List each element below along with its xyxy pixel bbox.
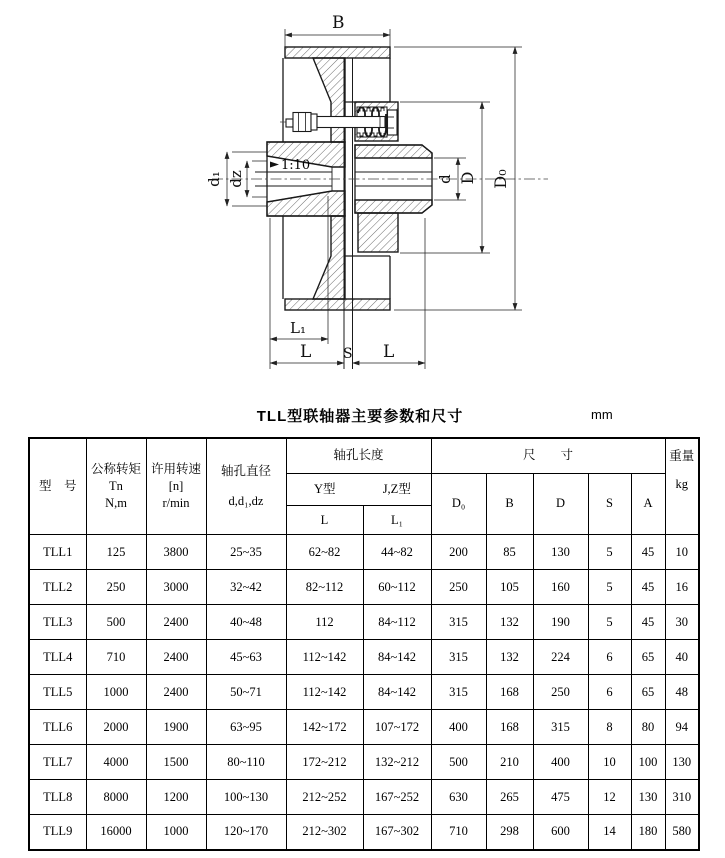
table-cell: 132 <box>486 640 533 675</box>
taper-arrow-icon <box>270 162 279 168</box>
table-cell: 132~212 <box>363 745 431 780</box>
table-row <box>29 745 699 780</box>
bolt-shaft <box>317 117 385 128</box>
table-cell: 112 <box>286 605 363 640</box>
table-cell: 5 <box>588 605 631 640</box>
table-cell: 130 <box>665 745 699 780</box>
wheel-upper-web <box>313 58 345 142</box>
table-cell: 107~172 <box>363 710 431 745</box>
dim-label-D0: D₀ <box>491 169 510 189</box>
table-cell: 710 <box>86 640 146 675</box>
table-cell: 315 <box>533 710 588 745</box>
table-cell: 14 <box>588 815 631 850</box>
table-cell: 125 <box>86 535 146 570</box>
dim-label-L-left: L <box>300 342 312 362</box>
taper-label: 1:10 <box>281 158 311 173</box>
table-cell: 45 <box>631 570 665 605</box>
table-cell: 142~172 <box>286 710 363 745</box>
table-cell: 63~95 <box>206 710 286 745</box>
header-bore-diameter <box>206 438 286 535</box>
parameter-table <box>28 437 700 851</box>
table-cell: TLL7 <box>29 745 86 780</box>
header-torque-symbol: Tn <box>109 479 123 494</box>
table-cell: 190 <box>533 605 588 640</box>
table-cell: 160 <box>533 570 588 605</box>
table-cell: 167~252 <box>363 780 431 815</box>
wheel-bottom-rim <box>285 299 390 310</box>
table-cell: 48 <box>665 675 699 710</box>
table-cell: 6 <box>588 675 631 710</box>
header-torque <box>86 438 146 535</box>
table-cell: 62~82 <box>286 535 363 570</box>
table-cell: 315 <box>431 640 486 675</box>
table-cell: 172~212 <box>286 745 363 780</box>
table-cell: 500 <box>431 745 486 780</box>
bolt-washer <box>311 114 317 130</box>
table-cell: 32~42 <box>206 570 286 605</box>
table-cell: 8 <box>588 710 631 745</box>
table-cell: TLL1 <box>29 535 86 570</box>
technical-drawing <box>0 0 725 402</box>
table-cell: 167~302 <box>363 815 431 850</box>
unit-label: mm <box>591 407 613 422</box>
header-bore-length: 轴孔长度 <box>286 438 431 473</box>
table-cell: 25~35 <box>206 535 286 570</box>
right-hub-upper-wall <box>355 145 432 158</box>
table-cell: 310 <box>665 780 699 815</box>
table-row <box>29 570 699 605</box>
table-cell: TLL8 <box>29 780 86 815</box>
table-cell: 580 <box>665 815 699 850</box>
header-col-D: D <box>533 473 588 535</box>
header-speed-symbol: [n] <box>168 479 184 494</box>
table-cell: 50~71 <box>206 675 286 710</box>
table-cell: 100 <box>631 745 665 780</box>
table-cell: 16 <box>665 570 699 605</box>
header-bore-diameter-symbols: d,d₁,dz <box>228 494 264 508</box>
table-cell: 315 <box>431 605 486 640</box>
header-model: 型 号 <box>29 438 86 535</box>
dim-label-L1: L₁ <box>290 319 306 337</box>
table-cell: 212~302 <box>286 815 363 850</box>
table-cell: TLL5 <box>29 675 86 710</box>
table-cell: 105 <box>486 570 533 605</box>
header-y-type: Y型 <box>286 473 363 506</box>
table-cell: 1200 <box>146 780 206 815</box>
header-weight-cn: 重量 <box>669 449 695 463</box>
table-cell: TLL2 <box>29 570 86 605</box>
table-cell: 65 <box>631 675 665 710</box>
table-cell: 5 <box>588 535 631 570</box>
table-cell: 120~170 <box>206 815 286 850</box>
table-cell: 315 <box>431 675 486 710</box>
table-cell: 132 <box>486 605 533 640</box>
header-dimensions: 尺 寸 <box>431 438 665 473</box>
table-cell: 82~112 <box>286 570 363 605</box>
table-cell: 100~130 <box>206 780 286 815</box>
table-cell: 250 <box>431 570 486 605</box>
table-cell: 400 <box>431 710 486 745</box>
table-row <box>29 675 699 710</box>
table-cell: 5 <box>588 570 631 605</box>
right-hub-lower-wall <box>355 200 432 213</box>
header-speed <box>146 438 206 535</box>
table-cell: TLL6 <box>29 710 86 745</box>
table-cell: 84~112 <box>363 605 431 640</box>
table-cell: 60~112 <box>363 570 431 605</box>
table-cell: 1500 <box>146 745 206 780</box>
header-speed-cn: 许用转速 <box>150 462 201 477</box>
table-cell: 265 <box>486 780 533 815</box>
wheel-lower-web <box>313 216 345 299</box>
dim-label-D: D <box>458 171 477 185</box>
table-cell: 212~252 <box>286 780 363 815</box>
header-col-A: A <box>631 473 665 535</box>
wheel-top-rim <box>285 47 390 58</box>
table-cell: 80 <box>631 710 665 745</box>
table-cell: 40 <box>665 640 699 675</box>
table-cell: 2400 <box>146 675 206 710</box>
table-body <box>29 535 699 850</box>
table-row <box>29 535 699 570</box>
table-cell: 1900 <box>146 710 206 745</box>
header-jz-type: J,Z型 <box>363 473 431 506</box>
table-cell: 600 <box>533 815 588 850</box>
header-weight-unit: kg <box>675 476 689 491</box>
wheel-section <box>267 47 432 310</box>
table-cell: 630 <box>431 780 486 815</box>
table-cell: 2000 <box>86 710 146 745</box>
bolt-hex-head <box>293 113 311 132</box>
table-cell: 4000 <box>86 745 146 780</box>
table-cell: 168 <box>486 675 533 710</box>
left-hub-lower-wall <box>267 191 345 216</box>
table-cell: 10 <box>665 535 699 570</box>
table-cell: 2400 <box>146 640 206 675</box>
table-cell: 45 <box>631 605 665 640</box>
dim-label-d: d <box>436 174 454 184</box>
table-cell: 180 <box>631 815 665 850</box>
table-cell: 6 <box>588 640 631 675</box>
table-cell: 130 <box>533 535 588 570</box>
dim-label-B: B <box>332 13 345 33</box>
table-cell: 65 <box>631 640 665 675</box>
table-cell: 84~142 <box>363 640 431 675</box>
table-cell: 168 <box>486 710 533 745</box>
header-torque-unit: N,m <box>105 495 127 510</box>
table-cell: 210 <box>486 745 533 780</box>
header-torque-cn: 公称转矩 <box>90 462 141 477</box>
table-cell: 3800 <box>146 535 206 570</box>
table-row <box>29 815 699 850</box>
table-cell: 250 <box>533 675 588 710</box>
table-cell: 1000 <box>146 815 206 850</box>
table-cell: 85 <box>486 535 533 570</box>
table-cell: 500 <box>86 605 146 640</box>
table-cell: 30 <box>665 605 699 640</box>
table-cell: 16000 <box>86 815 146 850</box>
table-cell: 40~48 <box>206 605 286 640</box>
table-cell: 298 <box>486 815 533 850</box>
header-speed-unit: r/min <box>162 495 190 510</box>
right-lower-flange <box>358 213 398 252</box>
header-col-L: L <box>286 506 363 535</box>
dim-label-dz: dz <box>227 170 245 188</box>
outlines <box>267 58 432 299</box>
table-cell: 1000 <box>86 675 146 710</box>
table-cell: 80~110 <box>206 745 286 780</box>
table-row <box>29 605 699 640</box>
table-cell: TLL9 <box>29 815 86 850</box>
table-cell: 94 <box>665 710 699 745</box>
header-col-B: B <box>486 473 533 535</box>
dim-label-L-right: L <box>383 342 395 362</box>
table-cell: 45 <box>631 535 665 570</box>
table-cell: 12 <box>588 780 631 815</box>
header-col-D0: D₀ <box>431 473 486 535</box>
table-row <box>29 780 699 815</box>
table-cell: 44~82 <box>363 535 431 570</box>
dim-label-d1: d₁ <box>205 171 223 187</box>
dim-label-S: S <box>343 346 353 362</box>
table-cell: 250 <box>86 570 146 605</box>
table-cell: 112~142 <box>286 640 363 675</box>
caption-row <box>0 402 725 428</box>
retainer-ring <box>388 110 398 135</box>
table-row <box>29 640 699 675</box>
table-cell: 3000 <box>146 570 206 605</box>
table-cell: 45~63 <box>206 640 286 675</box>
table-cell: 112~142 <box>286 675 363 710</box>
table-cell: 200 <box>431 535 486 570</box>
header-weight <box>665 438 699 535</box>
taper-mark <box>270 158 310 173</box>
table-cell: 475 <box>533 780 588 815</box>
table-cell: 224 <box>533 640 588 675</box>
header-col-S: S <box>588 473 631 535</box>
table-cell: 8000 <box>86 780 146 815</box>
table-row <box>29 710 699 745</box>
page-title: TLL型联轴器主要参数和尺寸 <box>256 408 464 425</box>
table-cell: 400 <box>533 745 588 780</box>
header-col-L1: L₁ <box>363 506 431 535</box>
table-cell: TLL3 <box>29 605 86 640</box>
dimension-lines <box>227 29 522 369</box>
table-cell: 130 <box>631 780 665 815</box>
table-cell: 10 <box>588 745 631 780</box>
bolt-tip <box>286 119 293 127</box>
table-cell: TLL4 <box>29 640 86 675</box>
table-cell: 84~142 <box>363 675 431 710</box>
table-cell: 710 <box>431 815 486 850</box>
header-bore-diameter-cn: 轴孔直径 <box>220 464 271 479</box>
table-cell: 2400 <box>146 605 206 640</box>
